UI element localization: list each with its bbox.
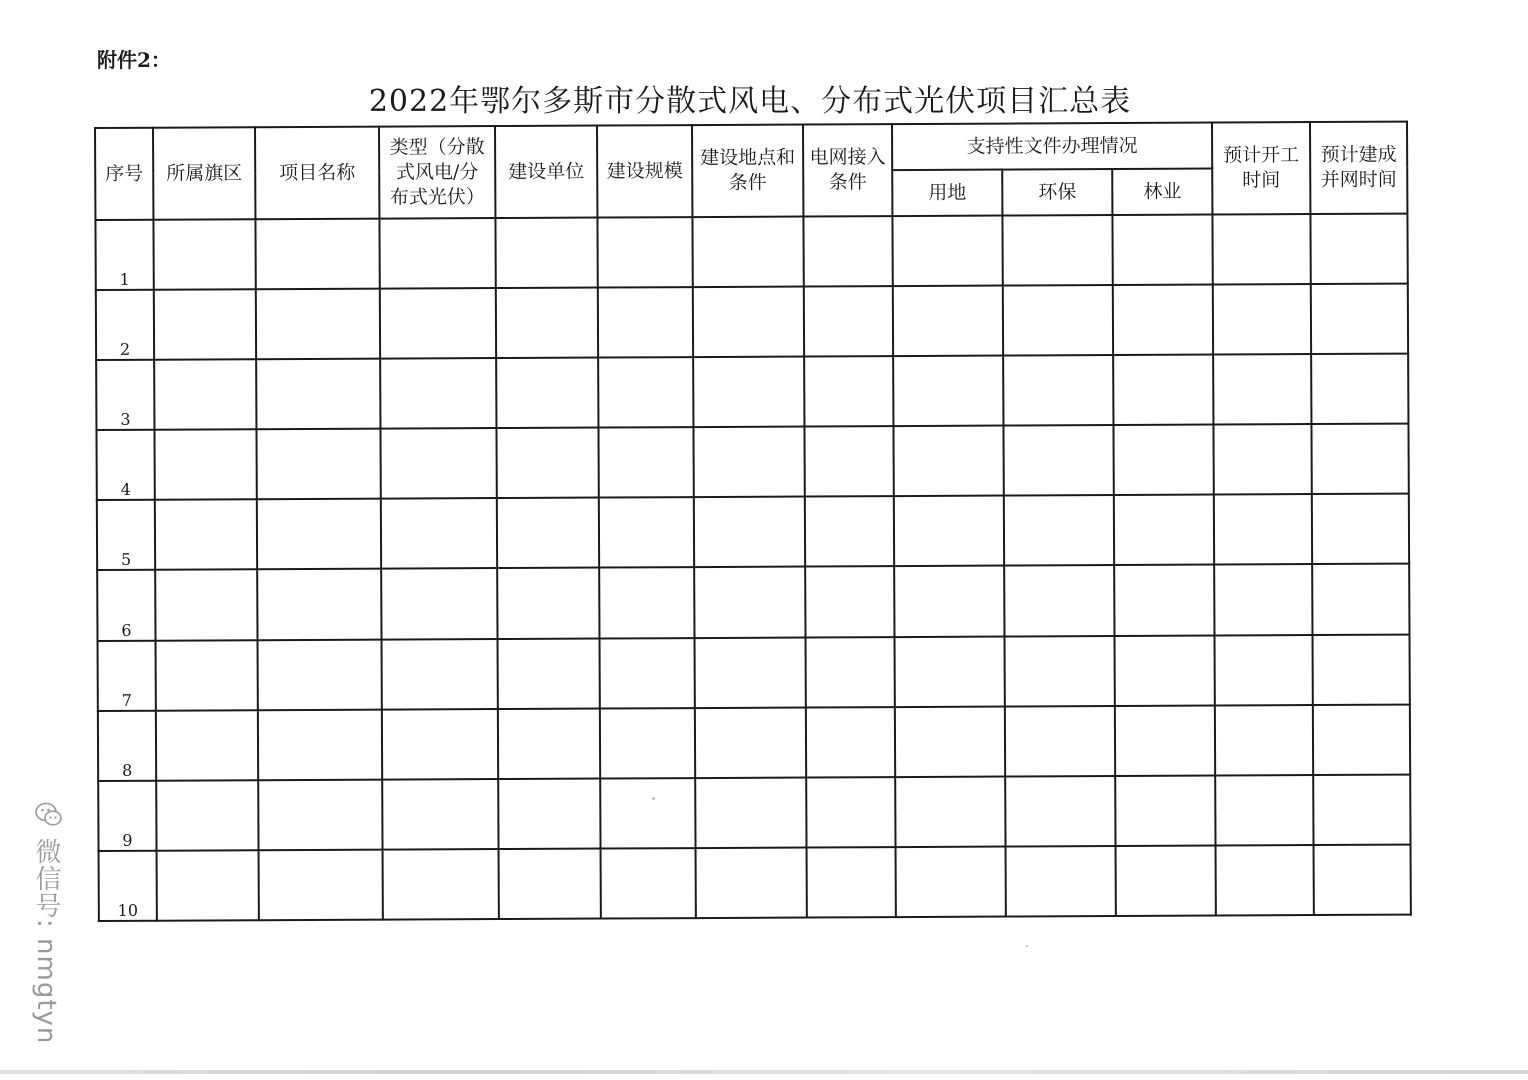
cell-type[interactable] <box>380 358 496 429</box>
header-unit: 建设单位 <box>495 126 597 218</box>
cell-grid-access[interactable] <box>804 286 893 357</box>
cell-project-name[interactable] <box>256 429 380 500</box>
cell-land[interactable] <box>893 426 1003 497</box>
cell-scale[interactable] <box>598 427 693 498</box>
header-project-name: 项目名称 <box>255 127 379 220</box>
row-index: 10 <box>99 851 157 921</box>
row-index: 1 <box>95 220 153 290</box>
cell-unit[interactable] <box>498 708 600 779</box>
cell-finish-time[interactable] <box>1310 214 1407 285</box>
cell-finish-time[interactable] <box>1311 424 1408 495</box>
cell-start-time[interactable] <box>1213 424 1311 495</box>
cell-grid-access[interactable] <box>807 847 896 918</box>
cell-start-time[interactable] <box>1214 635 1312 706</box>
cell-banner[interactable] <box>153 219 255 290</box>
cell-location[interactable] <box>694 497 805 568</box>
cell-environment[interactable] <box>1006 846 1116 917</box>
cell-location[interactable] <box>692 217 803 288</box>
table-row <box>98 774 1410 851</box>
header-start-line-2: 时间 <box>1242 169 1281 192</box>
cell-forestry[interactable] <box>1115 705 1215 776</box>
cell-environment[interactable] <box>1003 285 1113 356</box>
cell-forestry[interactable] <box>1114 565 1214 636</box>
cell-scale[interactable] <box>598 287 693 358</box>
cell-land[interactable] <box>893 286 1003 357</box>
scan-bottom-edge <box>0 1070 1528 1074</box>
cell-forestry[interactable] <box>1112 215 1212 286</box>
cell-banner[interactable] <box>154 429 256 500</box>
cell-forestry[interactable] <box>1113 285 1213 356</box>
table-row <box>96 354 1408 431</box>
cell-scale[interactable] <box>597 217 692 288</box>
cell-banner[interactable] <box>156 710 258 781</box>
summary-table <box>94 121 1412 922</box>
cell-finish-time[interactable] <box>1312 494 1409 565</box>
cell-finish-time[interactable] <box>1313 704 1410 775</box>
cell-location[interactable] <box>693 287 804 358</box>
cell-start-time[interactable] <box>1214 565 1312 636</box>
table-row <box>98 704 1410 781</box>
cell-forestry[interactable] <box>1113 425 1213 496</box>
cell-scale[interactable] <box>600 638 695 709</box>
cell-banner[interactable] <box>156 780 258 851</box>
cell-scale[interactable] <box>598 357 693 428</box>
wechat-watermark <box>28 800 68 1050</box>
cell-finish-time[interactable] <box>1313 774 1410 845</box>
cell-forestry[interactable] <box>1116 845 1216 916</box>
cell-grid-access[interactable] <box>806 777 895 848</box>
cell-finish-time[interactable] <box>1312 564 1409 635</box>
header-scale: 建设规模 <box>597 125 692 217</box>
row-index: 4 <box>96 430 154 500</box>
row-index: 9 <box>98 780 156 850</box>
cell-type[interactable] <box>379 218 495 289</box>
wechat-icon <box>34 800 64 830</box>
cell-scale[interactable] <box>599 497 694 568</box>
cell-banner[interactable] <box>154 359 256 430</box>
cell-banner[interactable] <box>154 289 256 360</box>
cell-scale[interactable] <box>599 568 694 639</box>
cell-start-time[interactable] <box>1213 284 1311 355</box>
cell-project-name[interactable] <box>258 709 382 780</box>
cell-environment[interactable] <box>1003 355 1113 426</box>
scan-speck <box>652 797 655 800</box>
cell-environment[interactable] <box>1003 425 1113 496</box>
cell-environment[interactable] <box>1004 565 1114 636</box>
row-index: 3 <box>96 360 154 430</box>
cell-scale[interactable] <box>601 848 696 919</box>
cell-location[interactable] <box>695 777 806 848</box>
cell-type[interactable] <box>381 498 497 569</box>
cell-location[interactable] <box>695 707 806 778</box>
cell-environment[interactable] <box>1005 776 1115 847</box>
header-grid-access <box>803 124 892 216</box>
cell-start-time[interactable] <box>1215 775 1313 846</box>
header-environment: 环保 <box>1002 169 1112 216</box>
table-row <box>97 494 1409 571</box>
header-finish-time <box>1310 122 1407 214</box>
cell-location[interactable] <box>695 637 806 708</box>
cell-environment[interactable] <box>1004 636 1114 707</box>
cell-unit[interactable] <box>496 358 598 429</box>
row-index: 2 <box>96 290 154 360</box>
cell-type[interactable] <box>382 779 498 850</box>
cell-scale[interactable] <box>600 708 695 779</box>
cell-project-name[interactable] <box>257 569 381 640</box>
cell-grid-access[interactable] <box>805 567 894 638</box>
row-index: 8 <box>98 710 156 780</box>
cell-forestry[interactable] <box>1115 775 1215 846</box>
scan-speck <box>1026 945 1028 947</box>
cell-land[interactable] <box>895 636 1005 707</box>
table-row <box>98 634 1410 711</box>
header-location-line-2: 条件 <box>728 171 767 194</box>
cell-unit[interactable] <box>496 428 598 499</box>
header-type-line-3: 布式光伏） <box>389 185 485 209</box>
cell-finish-time[interactable] <box>1311 284 1408 355</box>
cell-location[interactable] <box>696 847 807 918</box>
header-index: 序号 <box>95 128 153 220</box>
cell-environment[interactable] <box>1004 495 1114 566</box>
cell-type[interactable] <box>382 639 498 710</box>
cell-environment[interactable] <box>1005 706 1115 777</box>
cell-project-name[interactable] <box>259 849 383 920</box>
cell-land[interactable] <box>893 356 1003 427</box>
header-support-docs: 支持性文件办理情况 <box>892 123 1212 171</box>
cell-project-name[interactable] <box>255 219 379 290</box>
header-type-line-2: 式风电/分 <box>395 160 479 184</box>
cell-banner[interactable] <box>157 850 259 921</box>
table-row <box>97 564 1409 641</box>
row-index: 7 <box>98 640 156 710</box>
cell-grid-access[interactable] <box>805 496 894 567</box>
cell-banner[interactable] <box>156 640 258 711</box>
cell-finish-time[interactable] <box>1314 844 1411 915</box>
cell-unit[interactable] <box>495 218 597 289</box>
header-location-line-1: 建设地点和 <box>700 146 796 170</box>
header-grid-line-1: 电网接入 <box>809 146 886 169</box>
cell-start-time[interactable] <box>1215 705 1313 776</box>
cell-grid-access[interactable] <box>806 707 895 778</box>
cell-start-time[interactable] <box>1214 494 1312 565</box>
row-index: 6 <box>97 570 155 640</box>
header-start-time <box>1212 122 1310 214</box>
cell-banner[interactable] <box>155 570 257 641</box>
cell-location[interactable] <box>693 357 804 428</box>
cell-unit[interactable] <box>497 498 599 569</box>
cell-scale[interactable] <box>600 778 695 849</box>
cell-environment[interactable] <box>1002 215 1112 286</box>
cell-type[interactable] <box>380 428 496 499</box>
cell-start-time[interactable] <box>1213 354 1311 425</box>
cell-grid-access[interactable] <box>804 426 893 497</box>
header-type <box>379 126 495 219</box>
cell-land[interactable] <box>896 846 1006 917</box>
cell-grid-access[interactable] <box>806 637 895 708</box>
cell-unit[interactable] <box>499 848 601 919</box>
cell-forestry[interactable] <box>1114 495 1214 566</box>
cell-grid-access[interactable] <box>803 216 892 287</box>
cell-type[interactable] <box>382 709 498 780</box>
watermark-text: 微信号: nmgtyn <box>31 838 61 1045</box>
header-location <box>692 125 803 218</box>
cell-project-name[interactable] <box>258 639 382 710</box>
cell-grid-access[interactable] <box>804 356 893 427</box>
cell-project-name[interactable] <box>258 779 382 850</box>
cell-unit[interactable] <box>498 778 600 849</box>
cell-land[interactable] <box>895 706 1005 777</box>
cell-forestry[interactable] <box>1114 635 1214 706</box>
cell-start-time[interactable] <box>1212 214 1310 285</box>
cell-unit[interactable] <box>498 638 600 709</box>
table-row <box>96 424 1408 501</box>
header-land: 用地 <box>892 170 1002 217</box>
cell-unit[interactable] <box>497 568 599 639</box>
header-grid-line-2: 条件 <box>828 171 867 194</box>
header-finish-line-1: 预计建成 <box>1320 143 1397 167</box>
cell-location[interactable] <box>693 427 804 498</box>
header-start-line-1: 预计开工 <box>1223 144 1300 167</box>
cell-unit[interactable] <box>496 288 598 359</box>
cell-land[interactable] <box>895 776 1005 847</box>
cell-finish-time[interactable] <box>1312 634 1409 705</box>
cell-land[interactable] <box>894 566 1004 637</box>
cell-project-name[interactable] <box>257 499 381 570</box>
header-banner: 所属旗区 <box>153 127 255 219</box>
header-forestry: 林业 <box>1112 169 1212 215</box>
header-type-line-1: 类型（分散 <box>389 135 485 159</box>
cell-forestry[interactable] <box>1113 355 1213 426</box>
table-row <box>96 284 1408 361</box>
cell-banner[interactable] <box>155 500 257 571</box>
row-index: 5 <box>97 500 155 570</box>
attachment-label: 附件2： <box>97 48 171 72</box>
cell-type[interactable] <box>380 288 496 359</box>
cell-project-name[interactable] <box>256 289 380 360</box>
cell-type[interactable] <box>381 569 497 640</box>
cell-start-time[interactable] <box>1216 845 1314 916</box>
cell-type[interactable] <box>383 849 499 920</box>
table-row <box>95 214 1407 291</box>
cell-land[interactable] <box>894 496 1004 567</box>
cell-project-name[interactable] <box>256 359 380 430</box>
cell-land[interactable] <box>892 216 1002 287</box>
document-title: 2022年鄂尔多斯市分散式风电、分布式光伏项目汇总表 <box>368 84 1132 119</box>
cell-location[interactable] <box>694 567 805 638</box>
cell-finish-time[interactable] <box>1311 354 1408 425</box>
table-row <box>99 844 1411 921</box>
header-finish-line-2: 并网时间 <box>1320 168 1397 192</box>
